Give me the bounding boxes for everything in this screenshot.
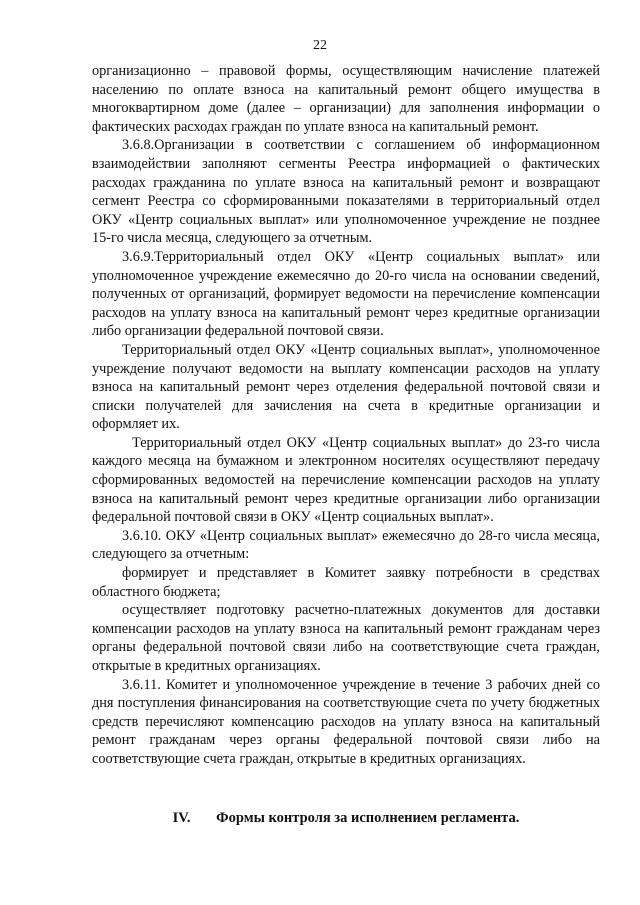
document-body (92, 62, 600, 769)
paragraph-territorial-department: Территориальный отдел ОКУ «Центр социальных выплат», уполномоченное учреждение получают ведомости на выплату компенсации расходов на уплату взноса на капитальный ремонт через отделения федеральной почтовой связи и списки получателей для зачисления на счета в кредитные организации и оформляет их. (92, 341, 600, 433)
page-number: 22 (313, 38, 327, 53)
paragraph-continuation: организационно – правовой формы, осуществляющим начисление платежей населению по оплате взноса на капитальный ремонт общего имущества в многоквартирном доме (далее – организации) для заполнения информации о фактических расходах граждан по уплате взноса на капитальный ремонт. (92, 63, 600, 135)
section-title: Формы контроля за исполнением регламента. (216, 810, 520, 826)
paragraph-transfer-statements: Территориальный отдел ОКУ «Центр социальных выплат» до 23-го числа каждого месяца на бумажном и электронном носителях осуществляют передачу сформированных ведомостей на перечисление компенсации расходов на уплату взноса на капитальный ремонт через кредитные организации либо организации федеральной почтовой связи в ОКУ «Центр социальных выплат». (92, 434, 600, 526)
paragraph-3-6-9: 3.6.9.Территориальный отдел ОКУ «Центр социальных выплат» или уполномоченное учреждение ежемесячно до 20-го числа на основании сведений, полученных от организаций, формирует ведомости на перечисление компенсации расходов на уплату взноса на капитальный ремонт через кредитные организации либо организации федеральной почтовой связи. (92, 248, 600, 340)
paragraph-3-6-11: 3.6.11. Комитет и уполномоченное учреждение в течение 3 рабочих дней со дня поступления финансирования на соответствующие счета по учету бюджетных средств перечисляют компенсацию расходов на уплату взноса на капитальный ремонт гражданам через органы федеральной почтовой связи либо на соответствующие счета граждан, открытые в кредитных организациях. (92, 676, 600, 767)
section-number: IV. (172, 810, 191, 826)
paragraph-payment-documents: осуществляет подготовку расчетно-платежных документов для доставки компенсации расходов на уплату взноса на капитальный ремонт гражданам через органы федеральной почтовой связи либо на соответствующие счета граждан, открытые в кредитных организациях. (92, 602, 600, 674)
section-heading (92, 810, 600, 827)
paragraph-request-budget: формирует и представляет в Комитет заявку потребности в средствах областного бюджета; (92, 565, 600, 600)
paragraph-3-6-8: 3.6.8.Организации в соответствии с соглашением об информационном взаимодействии заполняют сегменты Реестра информацией о фактических расходах гражданина по уплате взноса на капитальный ремонт и возвращают сегмент Реестра со сформированными показателями в территориальный отдел ОКУ «Центр социальных выплат» или уполномоченное учреждение не позднее 15-го числа месяца, следующего за отчетным. (92, 137, 600, 247)
paragraph-3-6-10: 3.6.10. ОКУ «Центр социальных выплат» ежемесячно до 28-го числа месяца, следующего за отчетным: (92, 527, 600, 563)
